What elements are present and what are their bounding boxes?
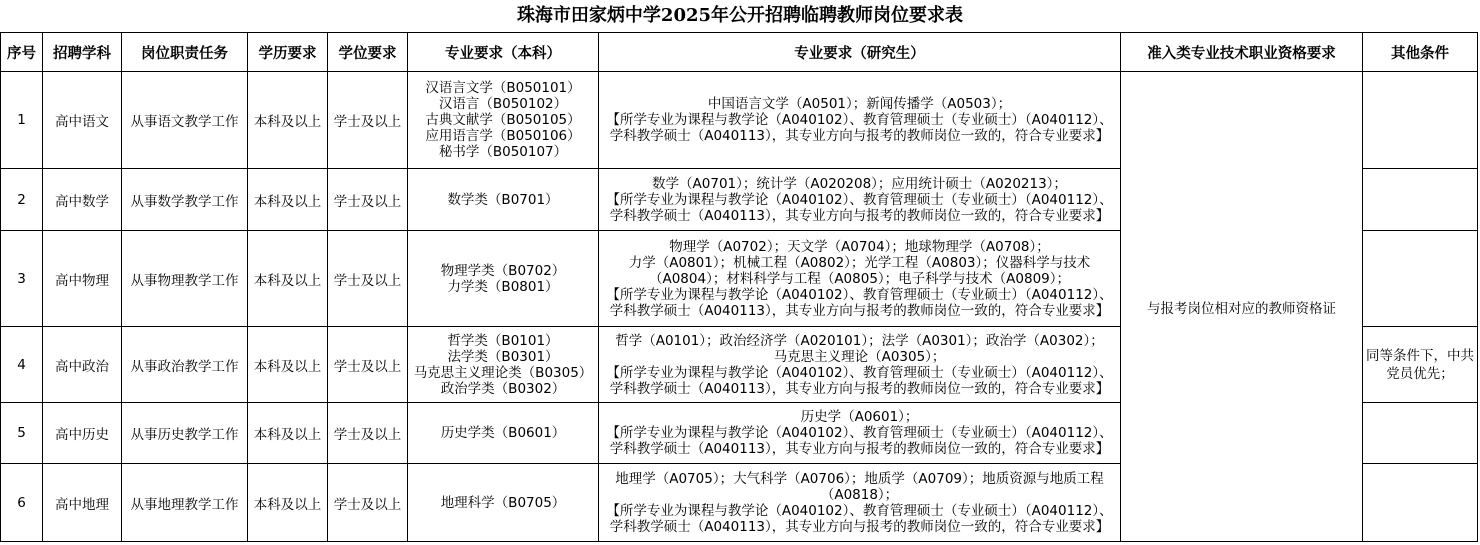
- cell-seq: 4: [1, 327, 43, 403]
- header-major-postgrad: 专业要求（研究生）: [599, 33, 1121, 72]
- cell-degree: 学士及以上: [328, 327, 408, 403]
- cell-major-postgrad: 地理学（A0705）；大气科学（A0706）；地质学（A0709）；地质资源与地质工程（A0818）； 【所学专业为课程与教学论（A040102）、教育管理硕士（专业硕士）（A040112）、学科教学硕士（A040113），其专业方向与报考的教师岗位一致的，符合专业要求】: [599, 464, 1121, 542]
- cell-subject: 高中地理: [43, 464, 122, 542]
- header-duty: 岗位职责任务: [122, 33, 248, 72]
- header-row: [1, 33, 1478, 72]
- cell-subject: 高中政治: [43, 327, 122, 403]
- header-subject: 招聘学科: [43, 33, 122, 72]
- cell-seq: 2: [1, 169, 43, 231]
- cell-education: 本科及以上: [248, 169, 328, 231]
- cell-seq: 1: [1, 72, 43, 169]
- cell-subject: 高中语文: [43, 72, 122, 169]
- cell-education: 本科及以上: [248, 464, 328, 542]
- cell-degree: 学士及以上: [328, 403, 408, 464]
- header-major-undergrad: 专业要求（本科）: [408, 33, 599, 72]
- cell-degree: 学士及以上: [328, 464, 408, 542]
- cell-major-undergrad: 汉语言文学（B050101） 汉语言（B050102） 古典文献学（B050105） 应用语言学（B050106） 秘书学（B050107）: [408, 72, 599, 169]
- cell-education: 本科及以上: [248, 231, 328, 327]
- header-education: 学历要求: [248, 33, 328, 72]
- cell-duty: 从事物理教学工作: [122, 231, 248, 327]
- page-title: 珠海市田家炳中学2025年公开招聘临聘教师岗位要求表: [516, 5, 964, 26]
- cell-education: 本科及以上: [248, 327, 328, 403]
- cell-other: [1363, 464, 1478, 542]
- cell-major-undergrad: 数学类（B0701）: [408, 169, 599, 231]
- requirements-table: [0, 32, 1478, 542]
- cell-major-postgrad: 历史学（A0601）； 【所学专业为课程与教学论（A040102）、教育管理硕士（专业硕士）（A040112）、学科教学硕士（A040113），其专业方向与报考的教师岗位一致的，符合专业要求】: [599, 403, 1121, 464]
- cell-seq: 3: [1, 231, 43, 327]
- cell-subject: 高中物理: [43, 231, 122, 327]
- cell-major-undergrad: 哲学类（B0101） 法学类（B0301） 马克思主义理论类（B0305） 政治学类（B0302）: [408, 327, 599, 403]
- cell-other: [1363, 72, 1478, 169]
- cell-duty: 从事地理教学工作: [122, 464, 248, 542]
- header-seq: 序号: [1, 33, 43, 72]
- table-row: [1, 72, 1478, 169]
- cell-duty: 从事历史教学工作: [122, 403, 248, 464]
- cell-major-postgrad: 哲学（A0101）；政治经济学（A020101）；法学（A0301）；政治学（A0302）； 马克思主义理论（A0305）； 【所学专业为课程与教学论（A040102）、教育管理硕士（专业硕士）（A040112）、学科教学硕士（A040113），其专业方向与报考的教师岗位一致的，符合专业要求】: [599, 327, 1121, 403]
- cell-duty: 从事数学教学工作: [122, 169, 248, 231]
- header-qualification: 准入类专业技术职业资格要求: [1121, 33, 1363, 72]
- cell-major-postgrad: 中国语言文学（A0501）；新闻传播学（A0503）； 【所学专业为课程与教学论（A040102）、教育管理硕士（专业硕士）（A040112）、学科教学硕士（A040113），其专业方向与报考的教师岗位一致的，符合专业要求】: [599, 72, 1121, 169]
- header-degree: 学位要求: [328, 33, 408, 72]
- cell-major-undergrad: 地理科学（B0705）: [408, 464, 599, 542]
- cell-major-undergrad: 历史学类（B0601）: [408, 403, 599, 464]
- cell-duty: 从事政治教学工作: [122, 327, 248, 403]
- cell-degree: 学士及以上: [328, 231, 408, 327]
- cell-other: [1363, 231, 1478, 327]
- cell-seq: 6: [1, 464, 43, 542]
- cell-major-undergrad: 物理学类（B0702） 力学类（B0801）: [408, 231, 599, 327]
- cell-education: 本科及以上: [248, 72, 328, 169]
- cell-major-postgrad: 物理学（A0702）；天文学（A0704）；地球物理学（A0708）； 力学（A0801）；机械工程（A0802）；光学工程（A0803）；仪器科学与技术（A0804）；材料科学与工程（A0805）；电子科学与技术（A0809）； 【所学专业为课程与教学论（A040102）、教育管理硕士（专业硕士）（A040112）、学科教学硕士（A040113），其专业方向与报考的教师岗位一致的，符合专业要求】: [599, 231, 1121, 327]
- cell-other: [1363, 403, 1478, 464]
- cell-education: 本科及以上: [248, 403, 328, 464]
- cell-degree: 学士及以上: [328, 72, 408, 169]
- cell-subject: 高中历史: [43, 403, 122, 464]
- cell-subject: 高中数学: [43, 169, 122, 231]
- cell-degree: 学士及以上: [328, 169, 408, 231]
- header-other: 其他条件: [1363, 33, 1478, 72]
- cell-seq: 5: [1, 403, 43, 464]
- cell-duty: 从事语文教学工作: [122, 72, 248, 169]
- cell-other: [1363, 169, 1478, 231]
- cell-major-postgrad: 数学（A0701）；统计学（A020208）；应用统计硕士（A020213）； 【所学专业为课程与教学论（A040102）、教育管理硕士（专业硕士）（A040112）、学科教学硕士（A040113），其专业方向与报考的教师岗位一致的，符合专业要求】: [599, 169, 1121, 231]
- cell-qualification: 与报考岗位相对应的教师资格证: [1121, 72, 1363, 542]
- cell-other: 同等条件下，中共党员优先；: [1363, 327, 1478, 403]
